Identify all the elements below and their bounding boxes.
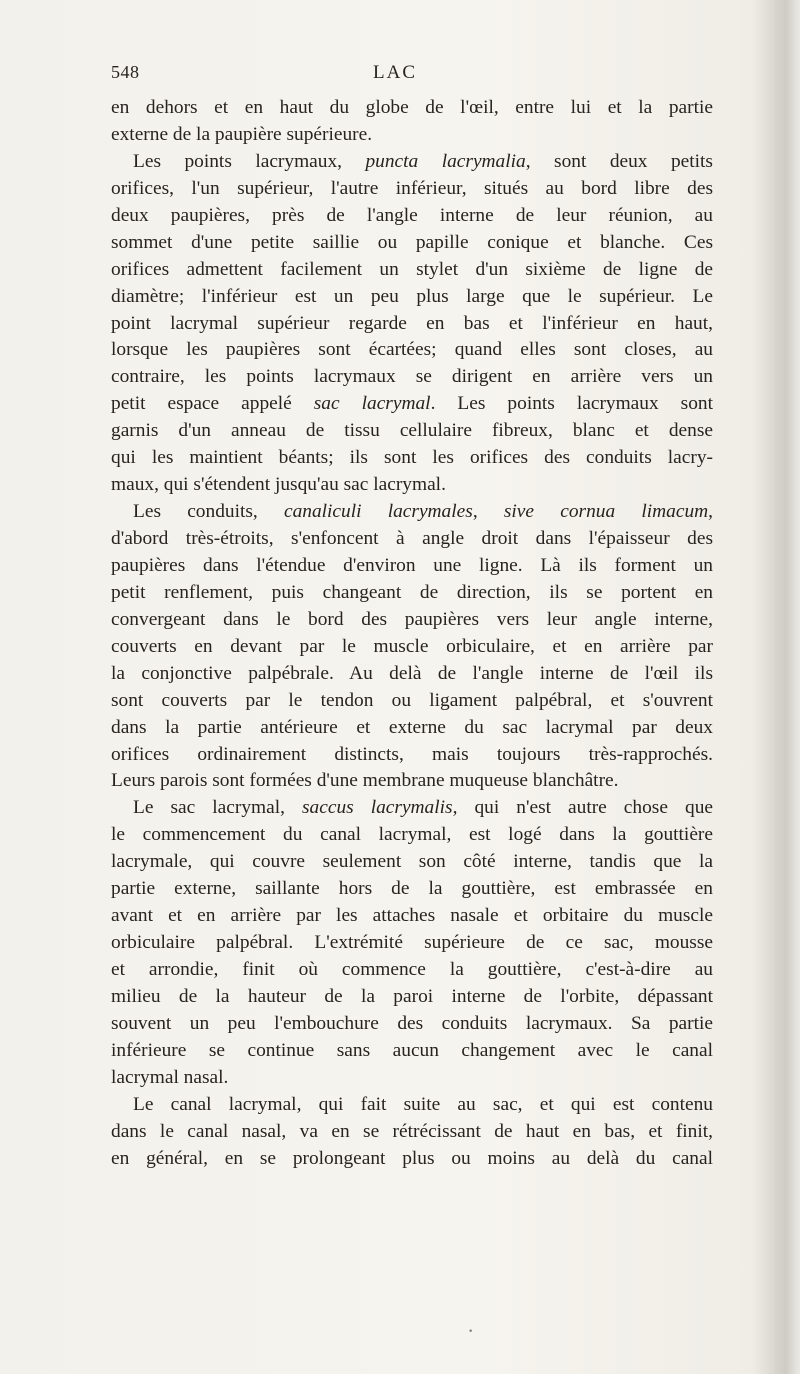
text-segment: , sont deux petits [525, 150, 713, 172]
text-segment: deux paupières, près de l'angle interne de leur réunion, au [111, 204, 713, 226]
text-line [111, 1038, 713, 1065]
text-line [111, 284, 713, 311]
text-segment: Les conduits, [133, 501, 284, 523]
text-segment: lorsque les paupières sont écartées; quand elles sont closes, au [111, 339, 713, 361]
text-line [111, 230, 713, 257]
text-line [111, 957, 713, 984]
text-line [111, 1065, 713, 1092]
page-number: 548 [111, 62, 140, 82]
page-header [111, 62, 711, 86]
text-segment: convergeant dans le bord des paupières vers leur angle interne, [111, 608, 713, 630]
text-segment: Le canal lacrymal, qui fait suite au sac, et qui est contenu [133, 1093, 713, 1115]
text-segment: sont couverts par le tendon ou ligament palpébral, et s'ouvrent [111, 689, 713, 711]
text-segment: orifices, l'un supérieur, l'autre inférieur, situés au bord libre des [111, 177, 713, 199]
text-segment: et arrondie, finit où commence la gouttière, c'est-à-dire au [111, 959, 713, 980]
text-line [111, 849, 713, 876]
text-line [111, 95, 713, 122]
text-line [111, 553, 713, 580]
page-edge-shadow [774, 0, 800, 1374]
text-segment: partie externe, saillante hors de la gouttière, est embrassée en [111, 878, 713, 900]
text-segment: inférieure se continue sans aucun changement avec le canal [111, 1039, 713, 1061]
italic-term: puncta lacrymalia [365, 150, 526, 172]
text-line [111, 1119, 713, 1146]
text-segment: , [708, 501, 714, 523]
text-line [111, 445, 713, 472]
text-line [111, 984, 713, 1011]
text-line [111, 526, 713, 553]
text-segment: . Les points lacrymaux sont [430, 393, 714, 415]
italic-term: sac lacrymal [313, 393, 431, 415]
text-segment: paupières dans l'étendue d'environ une ligne. Là ils forment un [111, 554, 713, 576]
text-segment: externe de la paupière supérieure. [111, 123, 373, 145]
text-segment: , [472, 501, 504, 523]
text-line [111, 418, 713, 445]
text-line [111, 203, 713, 230]
running-head: LAC [373, 62, 417, 83]
text-segment: souvent un peu l'embouchure des conduits lacrymaux. Sa partie [111, 1012, 713, 1034]
text-segment: en général, en se prolongeant plus ou moins au delà du canal [111, 1147, 713, 1169]
text-segment: garnis d'un anneau de tissu cellulaire fibreux, blanc et dense [111, 420, 713, 442]
text-line [111, 715, 713, 742]
text-segment: diamètre; l'inférieur est un peu plus large que le supérieur. Le [111, 285, 713, 307]
text-line [111, 149, 713, 176]
text-segment: sommet d'une petite saillie ou papille conique et blanche. Ces [111, 231, 713, 253]
text-segment: en dehors et en haut du globe de l'œil, entre lui et la partie [111, 97, 713, 118]
text-line [111, 499, 713, 526]
text-line [111, 903, 713, 930]
text-line [111, 257, 713, 284]
text-segment: dans la partie antérieure et externe du sac lacrymal par deux [111, 716, 713, 738]
text-line [111, 472, 713, 499]
text-segment: orifices admettent facilement un stylet d'un sixième de ligne de [111, 258, 713, 280]
body-text [111, 95, 713, 1173]
text-segment: avant et en arrière par les attaches nasale et orbitaire du muscle [111, 905, 713, 927]
paper-speck-decoration: · [467, 1318, 475, 1343]
text-segment: la conjonctive palpébrale. Au delà de l'angle interne de l'œil ils [111, 662, 713, 684]
text-line [111, 768, 713, 795]
text-segment: lacrymal nasal. [111, 1066, 229, 1088]
text-segment: , qui n'est autre chose que [452, 797, 713, 819]
text-line [111, 391, 713, 418]
text-line [111, 364, 713, 391]
text-line [111, 122, 713, 149]
text-line [111, 795, 713, 822]
text-segment: Le sac lacrymal, [133, 797, 302, 819]
text-segment: dans le canal nasal, va en se rétrécissant de haut en bas, et finit, [111, 1120, 713, 1142]
text-segment: Leurs parois sont formées d'une membrane muqueuse blanchâtre. [111, 770, 619, 792]
text-segment: point lacrymal supérieur regarde en bas et l'inférieur en haut, [111, 312, 713, 334]
text-segment: le commencement du canal lacrymal, est logé dans la gouttière [111, 824, 713, 846]
italic-term: canaliculi lacrymales [283, 501, 473, 523]
text-segment: petit espace appelé [111, 393, 314, 415]
text-segment: d'abord très-étroits, s'enfoncent à angle droit dans l'épaisseur des [111, 528, 713, 549]
text-line [111, 930, 713, 957]
italic-term: sive cornua limacum [503, 501, 709, 523]
text-segment: orbiculaire palpébral. L'extrémité supérieure de ce sac, mousse [111, 932, 713, 954]
text-line [111, 337, 713, 364]
text-line [111, 822, 713, 849]
text-line [111, 1011, 713, 1038]
text-line [111, 742, 713, 769]
text-segment: maux, qui s'étendent jusqu'au sac lacrymal. [111, 474, 446, 496]
text-segment: couverts en devant par le muscle orbiculaire, et en arrière par [111, 635, 713, 657]
italic-term: saccus lacrymalis [301, 797, 453, 819]
text-segment: milieu de la hauteur de la paroi interne de l'orbite, dépassant [111, 985, 713, 1007]
text-line [111, 661, 713, 688]
text-line [111, 176, 713, 203]
text-segment: petit renflement, puis changeant de direction, ils se portent en [111, 581, 713, 603]
text-line [111, 634, 713, 661]
text-segment: Les points lacrymaux, [133, 150, 366, 172]
text-segment: contraire, les points lacrymaux se dirigent en arrière vers un [111, 366, 713, 388]
text-line [111, 876, 713, 903]
text-segment: orifices ordinairement distincts, mais toujours très-rapprochés. [111, 743, 713, 765]
text-segment: lacrymale, qui couvre seulement son côté interne, tandis que la [111, 851, 713, 873]
text-line [111, 1146, 713, 1173]
text-line [111, 580, 713, 607]
text-line [111, 1092, 713, 1119]
text-line [111, 688, 713, 715]
text-line [111, 607, 713, 634]
text-segment: qui les maintient béants; ils sont les orifices des conduits lacry- [111, 447, 713, 469]
text-line [111, 311, 713, 338]
